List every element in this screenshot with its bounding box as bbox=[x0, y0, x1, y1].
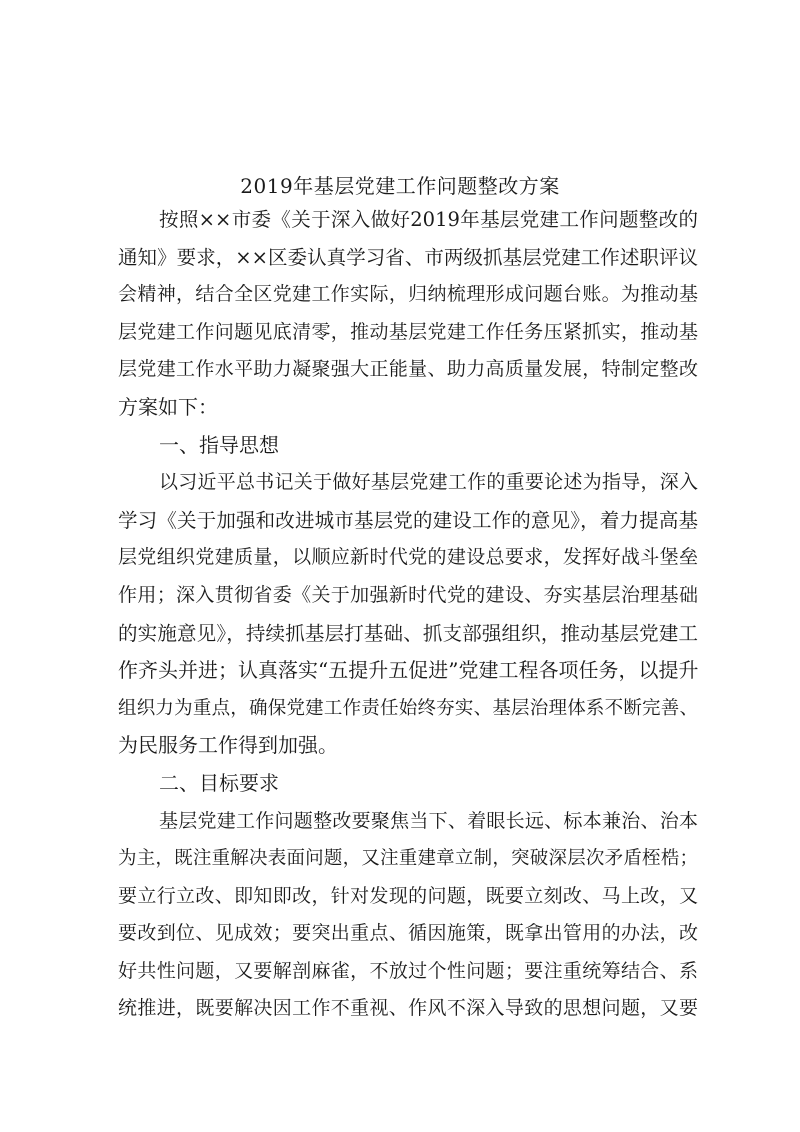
paragraph-line: 按照××市委《关于深入做好2019年基层党建工作问题整改的 bbox=[159, 208, 698, 231]
paragraph-line: 通知》要求，××区委认真学习省、市两级抓基层党建工作述职评议 bbox=[118, 245, 698, 269]
paragraph-line: 要改到位、见成效；要突出重点、循因施策，既拿出管用的办法，改 bbox=[118, 922, 698, 945]
section-heading: 二、目标要求 bbox=[159, 770, 279, 795]
paragraph-line: 作齐头并进；认真落实“五提升五促进”党建工程各项任务，以提升 bbox=[118, 658, 699, 683]
paragraph-line: 为主，既注重解决表面问题，又注重建章立制，突破深层次矛盾桎梏； bbox=[118, 848, 698, 870]
paragraph-line: 学习《关于加强和改进城市基层党的建设工作的意见》，着力提高基 bbox=[118, 508, 698, 532]
paragraph-line: 要立行立改、即知即改，针对发现的问题，既要立刻改、马上改，又 bbox=[118, 884, 698, 907]
document-title: 2019年基层党建工作问题整改方案 bbox=[240, 174, 560, 198]
paragraph-line: 的实施意见》，持续抓基层打基础、抓支部强组织，推动基层党建工 bbox=[118, 621, 698, 645]
paragraph-line: 基层党建工作问题整改要聚焦当下、着眼长远、标本兼治、治本 bbox=[159, 809, 698, 832]
paragraph-line: 方案如下： bbox=[118, 394, 218, 419]
paragraph-line: 统推进，既要解决因工作不重视、作风不深入导致的思想问题，又要 bbox=[118, 997, 698, 1020]
paragraph-line: 层党建工作问题见底清零，推动基层党建工作任务压紧抓实，推动基 bbox=[118, 320, 698, 343]
paragraph-line: 为民服务工作得到加强。 bbox=[118, 733, 338, 758]
document-body bbox=[118, 201, 698, 1028]
paragraph-line: 好共性问题，又要解剖麻雀，不放过个性问题；要注重统筹结合、系 bbox=[118, 959, 698, 982]
paragraph-line: 作用；深入贯彻省委《关于加强新时代党的建设、夯实基层治理基础 bbox=[118, 583, 698, 606]
paragraph-line: 组织力为重点，确保党建工作责任始终夯实、基层治理体系不断完善、 bbox=[118, 697, 698, 719]
paragraph-line: 会精神，结合全区党建工作实际，归纳梳理形成问题台账。为推动基 bbox=[118, 283, 698, 306]
paragraph-line: 以习近平总书记关于做好基层党建工作的重要论述为指导，深入 bbox=[159, 471, 698, 494]
paragraph-line: 层党建工作水平助力凝聚强大正能量、助力高质量发展，特制定整改 bbox=[118, 358, 698, 381]
section-heading: 一、指导思想 bbox=[159, 432, 279, 457]
paragraph-line: 层党组织党建质量，以顺应新时代党的建设总要求，发挥好战斗堡垒 bbox=[118, 546, 698, 569]
